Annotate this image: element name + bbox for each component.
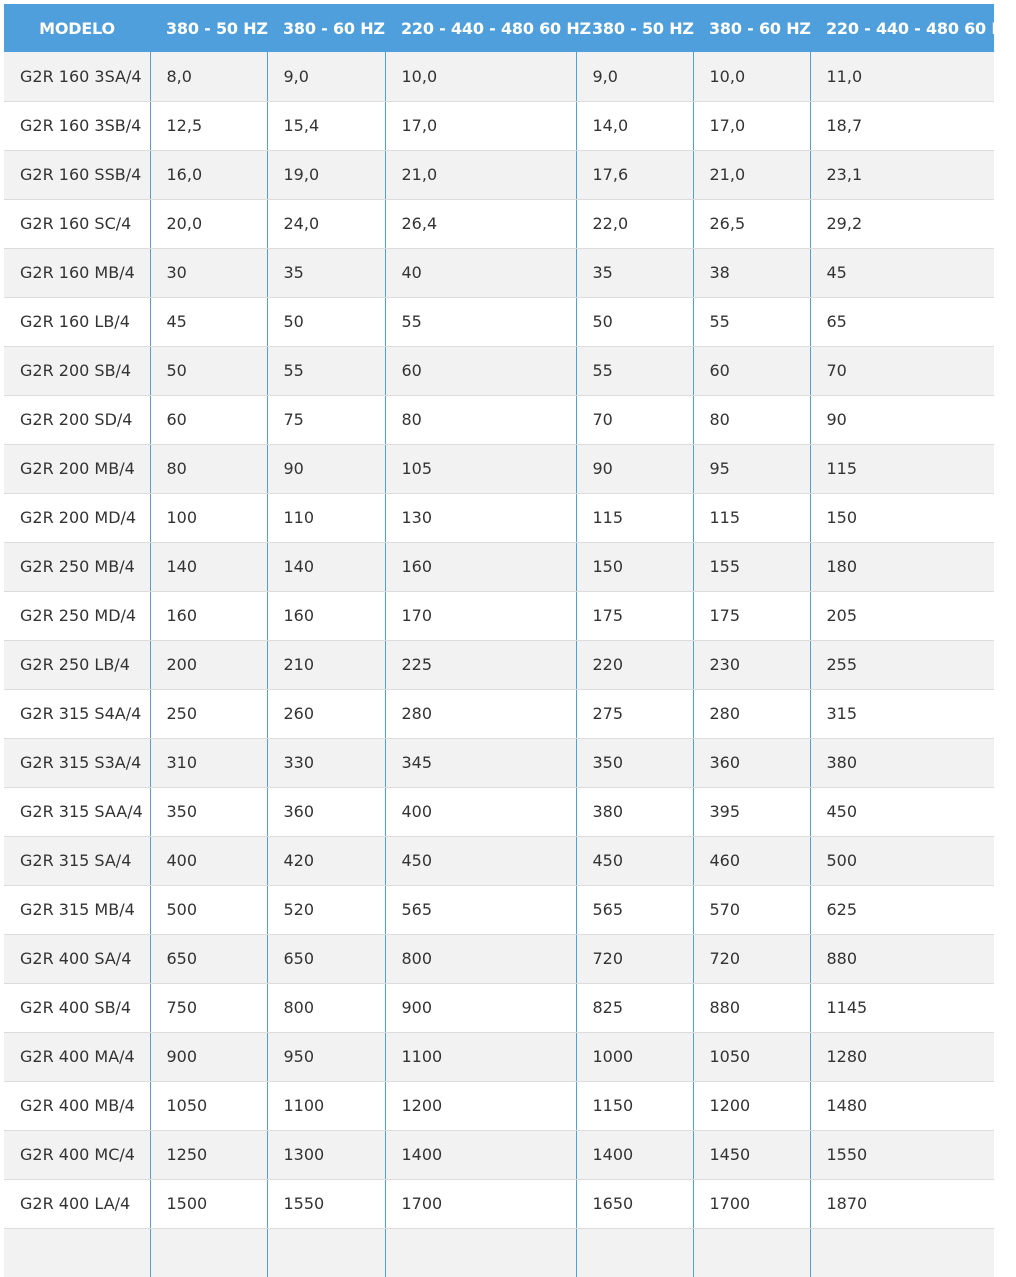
value-cell: 345 <box>385 738 576 787</box>
value-cell: 1870 <box>810 1179 994 1228</box>
value-cell: 520 <box>267 885 385 934</box>
value-cell: 720 <box>693 934 810 983</box>
model-cell: G2R 315 S4A/4 <box>4 689 150 738</box>
model-cell: G2R 315 MB/4 <box>4 885 150 934</box>
value-cell: 500 <box>150 885 267 934</box>
value-cell: 10,0 <box>693 52 810 101</box>
value-cell: 330 <box>267 738 385 787</box>
value-cell: 460 <box>693 836 810 885</box>
value-cell: 55 <box>267 346 385 395</box>
value-cell: 1300 <box>267 1130 385 1179</box>
model-cell: G2R 315 S3A/4 <box>4 738 150 787</box>
value-cell: 160 <box>150 591 267 640</box>
model-cell: G2R 250 MD/4 <box>4 591 150 640</box>
table-row <box>4 787 994 836</box>
value-cell: 1650 <box>576 1179 693 1228</box>
table-body <box>4 52 994 1277</box>
value-cell: 150 <box>810 493 994 542</box>
value-cell: 18,7 <box>810 101 994 150</box>
header-cell: 220 - 440 - 480 60 HZ <box>385 4 576 52</box>
value-cell: 45 <box>810 248 994 297</box>
table-row <box>4 199 994 248</box>
header-cell: 380 - 50 HZ <box>150 4 267 52</box>
value-cell: 210 <box>267 640 385 689</box>
empty-cell <box>693 1228 810 1277</box>
value-cell: 26,5 <box>693 199 810 248</box>
value-cell: 255 <box>810 640 994 689</box>
value-cell: 70 <box>576 395 693 444</box>
value-cell: 60 <box>385 346 576 395</box>
value-cell: 380 <box>810 738 994 787</box>
value-cell: 1280 <box>810 1032 994 1081</box>
value-cell: 220 <box>576 640 693 689</box>
value-cell: 9,0 <box>576 52 693 101</box>
header-cell: 380 - 60 HZ <box>693 4 810 52</box>
value-cell: 21,0 <box>385 150 576 199</box>
value-cell: 1000 <box>576 1032 693 1081</box>
value-cell: 450 <box>385 836 576 885</box>
value-cell: 280 <box>385 689 576 738</box>
model-cell: G2R 315 SA/4 <box>4 836 150 885</box>
table-row <box>4 836 994 885</box>
table-row <box>4 542 994 591</box>
table-row <box>4 395 994 444</box>
value-cell: 170 <box>385 591 576 640</box>
value-cell: 180 <box>810 542 994 591</box>
value-cell: 155 <box>693 542 810 591</box>
value-cell: 570 <box>693 885 810 934</box>
value-cell: 625 <box>810 885 994 934</box>
value-cell: 80 <box>693 395 810 444</box>
value-cell: 10,0 <box>385 52 576 101</box>
value-cell: 395 <box>693 787 810 836</box>
empty-cell <box>810 1228 994 1277</box>
value-cell: 80 <box>385 395 576 444</box>
model-cell: G2R 200 MD/4 <box>4 493 150 542</box>
empty-cell <box>150 1228 267 1277</box>
value-cell: 205 <box>810 591 994 640</box>
model-cell: G2R 200 SB/4 <box>4 346 150 395</box>
table-row <box>4 1081 994 1130</box>
value-cell: 30 <box>150 248 267 297</box>
value-cell: 17,0 <box>693 101 810 150</box>
value-cell: 22,0 <box>576 199 693 248</box>
model-cell: G2R 160 SSB/4 <box>4 150 150 199</box>
value-cell: 140 <box>150 542 267 591</box>
value-cell: 9,0 <box>267 52 385 101</box>
model-cell: G2R 160 3SA/4 <box>4 52 150 101</box>
table-row <box>4 983 994 1032</box>
value-cell: 900 <box>150 1032 267 1081</box>
table-row <box>4 885 994 934</box>
value-cell: 1400 <box>385 1130 576 1179</box>
value-cell: 60 <box>693 346 810 395</box>
value-cell: 380 <box>576 787 693 836</box>
model-cell: G2R 160 LB/4 <box>4 297 150 346</box>
table-row <box>4 150 994 199</box>
value-cell: 450 <box>810 787 994 836</box>
value-cell: 17,0 <box>385 101 576 150</box>
value-cell: 1550 <box>267 1179 385 1228</box>
value-cell: 8,0 <box>150 52 267 101</box>
value-cell: 315 <box>810 689 994 738</box>
table-row <box>4 1130 994 1179</box>
model-cell: G2R 400 LA/4 <box>4 1179 150 1228</box>
value-cell: 175 <box>576 591 693 640</box>
value-cell: 350 <box>150 787 267 836</box>
value-cell: 17,6 <box>576 150 693 199</box>
empty-cell <box>267 1228 385 1277</box>
value-cell: 40 <box>385 248 576 297</box>
value-cell: 275 <box>576 689 693 738</box>
value-cell: 140 <box>267 542 385 591</box>
value-cell: 60 <box>150 395 267 444</box>
value-cell: 1500 <box>150 1179 267 1228</box>
value-cell: 90 <box>267 444 385 493</box>
value-cell: 1100 <box>267 1081 385 1130</box>
model-cell: G2R 315 SAA/4 <box>4 787 150 836</box>
header-row <box>4 4 994 52</box>
model-cell: G2R 160 3SB/4 <box>4 101 150 150</box>
value-cell: 55 <box>576 346 693 395</box>
value-cell: 800 <box>385 934 576 983</box>
value-cell: 500 <box>810 836 994 885</box>
value-cell: 650 <box>267 934 385 983</box>
value-cell: 130 <box>385 493 576 542</box>
value-cell: 260 <box>267 689 385 738</box>
value-cell: 565 <box>385 885 576 934</box>
table-row <box>4 346 994 395</box>
value-cell: 650 <box>150 934 267 983</box>
value-cell: 360 <box>267 787 385 836</box>
table-row <box>4 738 994 787</box>
value-cell: 450 <box>576 836 693 885</box>
value-cell: 160 <box>385 542 576 591</box>
table-row <box>4 1032 994 1081</box>
value-cell: 420 <box>267 836 385 885</box>
value-cell: 26,4 <box>385 199 576 248</box>
value-cell: 55 <box>385 297 576 346</box>
value-cell: 50 <box>267 297 385 346</box>
value-cell: 1700 <box>385 1179 576 1228</box>
value-cell: 750 <box>150 983 267 1032</box>
value-cell: 35 <box>576 248 693 297</box>
table-row <box>4 689 994 738</box>
header-cell: 220 - 440 - 480 60 HZ <box>810 4 994 52</box>
value-cell: 175 <box>693 591 810 640</box>
value-cell: 24,0 <box>267 199 385 248</box>
empty-cell <box>576 1228 693 1277</box>
value-cell: 950 <box>267 1032 385 1081</box>
value-cell: 225 <box>385 640 576 689</box>
value-cell: 95 <box>693 444 810 493</box>
table-row <box>4 444 994 493</box>
model-cell: G2R 400 MC/4 <box>4 1130 150 1179</box>
value-cell: 21,0 <box>693 150 810 199</box>
model-cell: G2R 160 MB/4 <box>4 248 150 297</box>
model-cell: G2R 400 SB/4 <box>4 983 150 1032</box>
model-cell: G2R 400 SA/4 <box>4 934 150 983</box>
value-cell: 350 <box>576 738 693 787</box>
value-cell: 1250 <box>150 1130 267 1179</box>
header-cell: 380 - 60 HZ <box>267 4 385 52</box>
empty-row <box>4 1228 994 1277</box>
value-cell: 65 <box>810 297 994 346</box>
value-cell: 280 <box>693 689 810 738</box>
value-cell: 160 <box>267 591 385 640</box>
value-cell: 400 <box>385 787 576 836</box>
value-cell: 75 <box>267 395 385 444</box>
table-row <box>4 248 994 297</box>
model-cell: G2R 400 MB/4 <box>4 1081 150 1130</box>
value-cell: 1700 <box>693 1179 810 1228</box>
value-cell: 12,5 <box>150 101 267 150</box>
value-cell: 1050 <box>150 1081 267 1130</box>
value-cell: 105 <box>385 444 576 493</box>
header-cell: 380 - 50 HZ <box>576 4 693 52</box>
value-cell: 20,0 <box>150 199 267 248</box>
table-row <box>4 101 994 150</box>
value-cell: 720 <box>576 934 693 983</box>
value-cell: 1145 <box>810 983 994 1032</box>
table-row <box>4 493 994 542</box>
table-row <box>4 52 994 101</box>
value-cell: 90 <box>576 444 693 493</box>
value-cell: 1400 <box>576 1130 693 1179</box>
value-cell: 16,0 <box>150 150 267 199</box>
table-row <box>4 934 994 983</box>
value-cell: 70 <box>810 346 994 395</box>
value-cell: 1200 <box>693 1081 810 1130</box>
model-cell: G2R 200 MB/4 <box>4 444 150 493</box>
value-cell: 150 <box>576 542 693 591</box>
value-cell: 400 <box>150 836 267 885</box>
model-cell: G2R 250 LB/4 <box>4 640 150 689</box>
spec-table <box>4 4 1016 1277</box>
value-cell: 55 <box>693 297 810 346</box>
value-cell: 1150 <box>576 1081 693 1130</box>
table-row <box>4 1179 994 1228</box>
value-cell: 900 <box>385 983 576 1032</box>
header-cell-modelo: MODELO <box>4 4 150 52</box>
value-cell: 1100 <box>385 1032 576 1081</box>
value-cell: 825 <box>576 983 693 1032</box>
value-cell: 1480 <box>810 1081 994 1130</box>
value-cell: 90 <box>810 395 994 444</box>
table-row <box>4 297 994 346</box>
value-cell: 110 <box>267 493 385 542</box>
value-cell: 50 <box>576 297 693 346</box>
value-cell: 880 <box>810 934 994 983</box>
value-cell: 800 <box>267 983 385 1032</box>
value-cell: 1050 <box>693 1032 810 1081</box>
value-cell: 19,0 <box>267 150 385 199</box>
value-cell: 14,0 <box>576 101 693 150</box>
model-cell: G2R 200 SD/4 <box>4 395 150 444</box>
value-cell: 100 <box>150 493 267 542</box>
spec-table-container <box>4 4 1016 1262</box>
empty-cell <box>385 1228 576 1277</box>
value-cell: 15,4 <box>267 101 385 150</box>
table-row <box>4 591 994 640</box>
model-cell: G2R 400 MA/4 <box>4 1032 150 1081</box>
value-cell: 310 <box>150 738 267 787</box>
value-cell: 23,1 <box>810 150 994 199</box>
value-cell: 35 <box>267 248 385 297</box>
value-cell: 250 <box>150 689 267 738</box>
value-cell: 1200 <box>385 1081 576 1130</box>
value-cell: 11,0 <box>810 52 994 101</box>
value-cell: 80 <box>150 444 267 493</box>
value-cell: 45 <box>150 297 267 346</box>
value-cell: 230 <box>693 640 810 689</box>
value-cell: 115 <box>810 444 994 493</box>
model-cell: G2R 250 MB/4 <box>4 542 150 591</box>
value-cell: 200 <box>150 640 267 689</box>
value-cell: 50 <box>150 346 267 395</box>
value-cell: 360 <box>693 738 810 787</box>
value-cell: 1550 <box>810 1130 994 1179</box>
empty-cell <box>4 1228 150 1277</box>
value-cell: 38 <box>693 248 810 297</box>
model-cell: G2R 160 SC/4 <box>4 199 150 248</box>
value-cell: 115 <box>576 493 693 542</box>
value-cell: 115 <box>693 493 810 542</box>
value-cell: 29,2 <box>810 199 994 248</box>
table-row <box>4 640 994 689</box>
value-cell: 880 <box>693 983 810 1032</box>
value-cell: 1450 <box>693 1130 810 1179</box>
value-cell: 565 <box>576 885 693 934</box>
